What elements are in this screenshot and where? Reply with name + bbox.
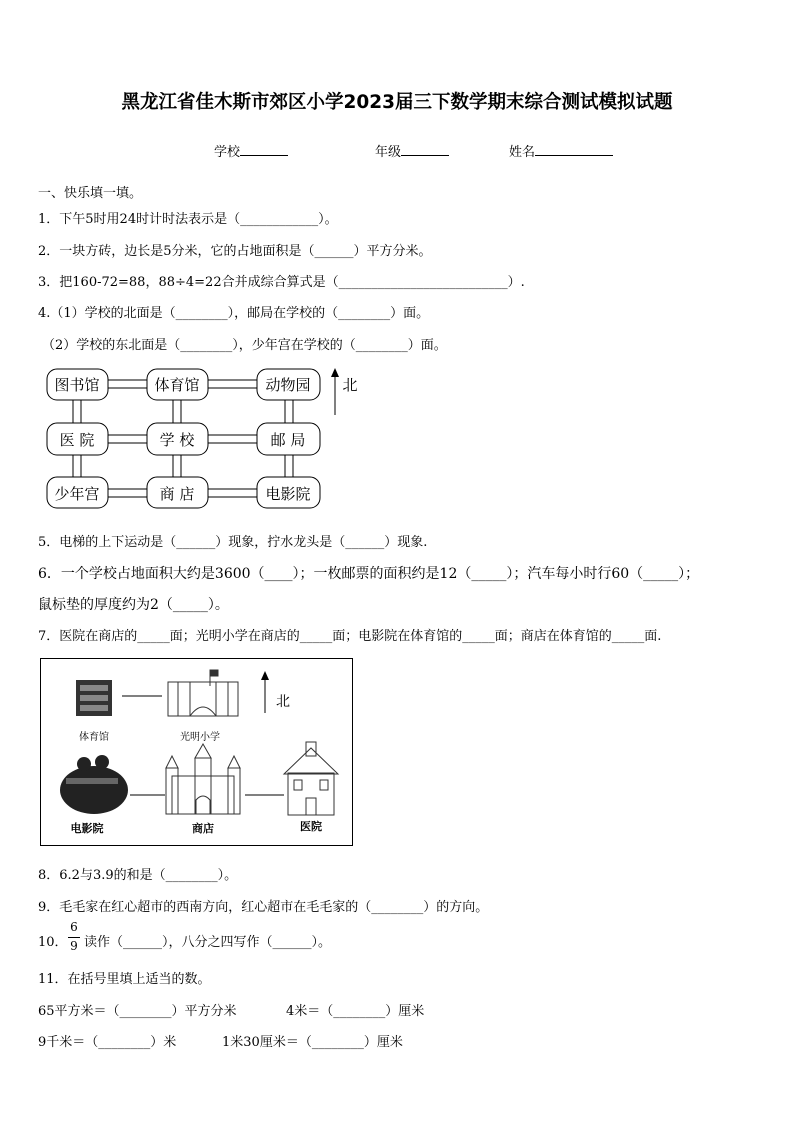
fraction-denominator: 9 [70,939,78,953]
question-11: 11．在括号里填上适当的数。 [38,972,211,987]
cinema-picture [60,755,128,814]
map-cell-shop: 商 店 [159,485,195,503]
school-label: 学校 [214,145,241,160]
section-heading: 一、快乐填一填。 [38,186,143,201]
name-field [509,141,613,160]
question-11d: 1米30厘米＝（________）厘米 [222,1035,403,1050]
question-9: 9．毛毛家在红心超市的西南方向，红心超市在毛毛家的（________）的方向。 [38,900,489,915]
grade-blank[interactable] [401,143,449,156]
hospital-picture [284,742,338,815]
map-cell-youth-palace: 少年宫 [54,485,100,503]
north-label: 北 [342,376,358,394]
map-cell-zoo: 动物园 [265,376,311,394]
map-cell-hospital: 医 院 [59,431,95,449]
question-5: 5．电梯的上下运动是（______）现象，拧水龙头是（______）现象. [38,535,428,550]
question-8: 8．6.2与3.9的和是（________）。 [38,868,238,883]
question-6b: 鼠标垫的厚度约为2（_____）。 [38,597,229,613]
q10-text: 读作（______），八分之四写作（______）。 [84,935,332,950]
grade-label: 年级 [375,145,402,160]
gym-picture [76,680,112,716]
q10-prefix: 10． [38,935,68,950]
shop-picture [166,744,240,814]
map-cell-gym: 体育馆 [154,376,200,394]
question-7: 7．医院在商店的_____面；光明小学在商店的_____面；电影院在体育馆的_____面；商店在体育馆的_____面. [38,629,662,644]
north-label-2: 北 [276,694,290,710]
street-map-diagram [40,363,370,513]
map-cell-cinema: 电影院 [265,485,311,503]
map-cell-post-office: 邮 局 [270,431,306,449]
gym-label: 体育馆 [79,732,109,743]
school-label-map: 光明小学 [180,732,220,743]
question-1: 1．下午5时用24时计时法表示是（____________）。 [38,212,338,227]
question-2: 2．一块方砖，边长是5分米，它的占地面积是（______）平方分米。 [38,244,432,259]
question-4a: 4.（1）学校的北面是（________），邮局在学校的（________）面。 [38,306,430,321]
cinema-label: 电影院 [70,822,104,835]
shop-label: 商店 [192,822,214,835]
fraction-numerator: 6 [70,920,78,934]
question-4b: （2）学校的东北面是（________），少年宫在学校的（________）面。 [42,338,447,353]
name-blank[interactable] [535,143,613,156]
hospital-label: 医院 [300,820,322,833]
question-3: 3．把160-72=88，88÷4=22合并成综合算式是（__________________________）. [38,275,525,290]
map-cell-library: 图书馆 [54,376,100,394]
name-label: 姓名 [509,145,536,160]
fraction-bar [68,937,80,938]
question-11a: 65平方米＝（________）平方分米 [38,1004,237,1019]
question-11c: 9千米＝（________）米 [38,1035,177,1050]
school-field [214,141,288,160]
map-cell-school: 学 校 [159,431,195,449]
school-blank[interactable] [240,143,288,156]
question-6a: 6．一个学校占地面积大约是3600（____）；一枚邮票的面积约是12（_____）；汽车每小时行60（_____）； [38,566,700,582]
picture-map-diagram [40,658,353,848]
question-11b: 4米＝（________）厘米 [286,1004,425,1019]
page-title: 黑龙江省佳木斯市郊区小学2023届三下数学期末综合测试模拟试题 [121,92,673,113]
grade-field [375,141,449,160]
school-picture [168,670,238,716]
